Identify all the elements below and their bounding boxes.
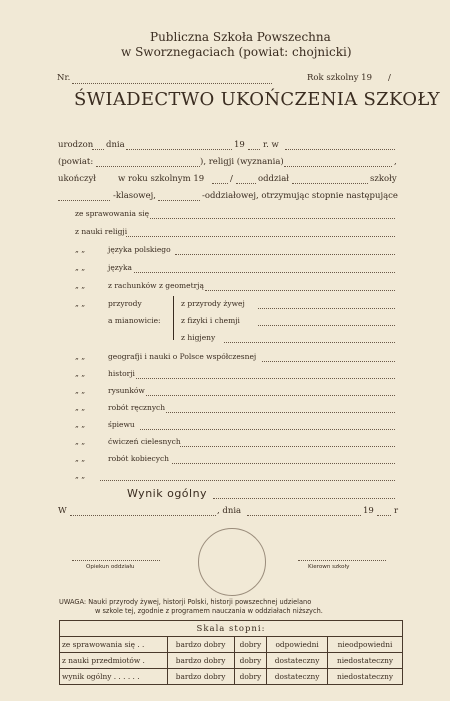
ditto-language: „ „ <box>75 263 86 272</box>
birth-year-label: 19 <box>234 140 245 150</box>
place-label: W <box>58 506 67 516</box>
grade-female-work-label: robót kobiecych <box>108 454 169 463</box>
ditto-extra: „ „ <box>75 471 86 480</box>
scale-cell: odpowiedni <box>267 637 328 653</box>
school-name-line2: w Sworznegaciach (powiat: chojnicki) <box>121 45 352 59</box>
place-line <box>70 515 216 516</box>
day-line <box>126 149 232 150</box>
tutor-signature-label: Opiekun oddziału <box>86 564 135 570</box>
ditto-geography: „ „ <box>75 352 86 361</box>
grade-singing-label: śpiewu <box>108 420 135 429</box>
grade-language-line <box>134 272 395 273</box>
grade-physics-chem-line <box>258 325 395 326</box>
department-line <box>292 183 368 184</box>
document-title: ŚWIADECTWO UKOŃCZENIA SZKOŁY <box>74 89 440 110</box>
grade-hygiene-line <box>224 342 395 343</box>
school-name-line1: Publiczna Szkoła Powszechna <box>150 30 331 44</box>
grade-religion-line <box>126 236 395 237</box>
date-label: , dnia <box>217 506 242 516</box>
religion-label: ), religji (wyznania) <box>200 157 284 167</box>
date-year-label: 19 <box>363 506 374 516</box>
ditto-handicraft: „ „ <box>75 403 86 412</box>
date-line <box>247 515 361 516</box>
table-row <box>60 669 403 685</box>
principal-signature-line <box>298 560 386 561</box>
religion-comma: , <box>394 157 397 167</box>
department-word: -oddziałowej, otrzymując stopnie następujące <box>202 191 398 201</box>
born-suffix-line <box>92 149 104 150</box>
grade-singing-line <box>140 429 395 430</box>
number-line <box>72 83 272 84</box>
number-label: Nr. <box>57 73 71 83</box>
grade-handicraft-line <box>166 412 395 413</box>
ditto-physical: „ „ <box>75 437 86 446</box>
seal-circle <box>198 528 266 596</box>
ditto-math: „ „ <box>75 281 86 290</box>
grade-geography-line <box>262 361 395 362</box>
ditto-singing: „ „ <box>75 420 86 429</box>
grade-history-line <box>136 378 395 379</box>
table-row <box>60 653 403 669</box>
overall-result-line <box>213 498 395 499</box>
county-label: (powiat: <box>58 157 94 167</box>
scale-cell: bardzo dobry <box>167 637 234 653</box>
grade-nature-living-label: z przyrody żywej <box>181 299 245 308</box>
county-line <box>96 166 200 167</box>
grade-physical-label: ćwiczeń cielesnych <box>108 437 181 446</box>
principal-signature-label: Kierown szkoły <box>308 564 350 570</box>
tutor-signature-line <box>72 560 160 561</box>
grade-drawing-line <box>146 395 395 396</box>
scale-cell: niedostateczny <box>328 653 403 669</box>
birth-place-label: r. w <box>263 140 279 150</box>
grade-history-label: historji <box>108 369 135 378</box>
scale-cell: niedostateczny <box>328 669 403 685</box>
ditto-female-work: „ „ <box>75 454 86 463</box>
scale-cell: dobry <box>234 653 267 669</box>
department-count-line <box>158 200 200 201</box>
grade-drawing-label: rysunków <box>108 386 145 395</box>
overall-result-label: Wynik ogólny <box>127 487 208 500</box>
grade-handicraft-label: robót ręcznych <box>108 403 166 412</box>
grade-scale-title: Skala stopni: <box>60 621 403 637</box>
grade-hygiene-label: z higjeny <box>181 333 216 342</box>
scale-cell: dobry <box>234 637 267 653</box>
completed-year-line <box>212 183 228 184</box>
school-year-label: Rok szkolny 19 <box>307 73 372 83</box>
scale-cell: nieodpowiedni <box>328 637 403 653</box>
grade-physics-chem-label: z fizyki i chemji <box>181 316 240 325</box>
scale-row-label: ze sprawowania się . . <box>60 637 168 653</box>
class-count-line <box>58 200 110 201</box>
grade-scale-header-row <box>60 621 403 637</box>
grade-nature-label: przyrody <box>108 299 142 308</box>
day-label: dnia <box>106 140 125 150</box>
ditto-polish: „ „ <box>75 245 86 254</box>
grade-math-label: z rachunków z geometrją <box>108 281 204 290</box>
grade-scale-table <box>59 620 403 685</box>
grade-math-line <box>205 290 395 291</box>
date-year-line <box>377 515 391 516</box>
scale-cell: dostateczny <box>267 653 328 669</box>
scale-row-label: wynik ogólny . . . . . . <box>60 669 168 685</box>
date-r-label: r <box>394 506 399 516</box>
born-label: urodzon <box>58 140 94 150</box>
grade-nature-sub-label: a mianowicie: <box>108 316 161 325</box>
religion-line <box>284 166 392 167</box>
grade-female-work-line <box>172 463 395 464</box>
note-line1: UWAGA: Nauki przyrody żywej, historji Polski, historji powszechnej udzielano <box>59 598 312 606</box>
scale-cell: dobry <box>234 669 267 685</box>
scale-row-label: z nauki przedmiotów . <box>60 653 168 669</box>
nature-bracket <box>173 296 178 340</box>
scale-cell: dostateczny <box>267 669 328 685</box>
scale-cell: bardzo dobry <box>167 653 234 669</box>
department-label: oddział <box>258 174 290 184</box>
grade-conduct-line <box>150 218 395 219</box>
in-year-label: w roku szkolnym 19 <box>118 174 205 184</box>
grade-nature-living-line <box>258 308 395 309</box>
completed-label: ukończył <box>58 174 97 184</box>
table-row <box>60 637 403 653</box>
note-line2: w szkole tej, zgodnie z programem nauczania w oddziałach niższych. <box>95 607 323 615</box>
grade-conduct-label: ze sprawowania się <box>75 209 150 218</box>
scale-cell: bardzo dobry <box>167 669 234 685</box>
ditto-drawing: „ „ <box>75 386 86 395</box>
grade-religion-label: z nauki religji <box>75 227 128 236</box>
grade-language-label: języka <box>108 263 132 272</box>
ditto-nature: „ „ <box>75 299 86 308</box>
birth-year-line <box>248 149 260 150</box>
grade-polish-line <box>175 254 395 255</box>
school-year-slash: / <box>388 73 391 83</box>
year-end-line <box>236 183 256 184</box>
grade-extra-line <box>100 480 395 481</box>
year-slash: / <box>230 174 233 184</box>
grade-geography-label: geografji i nauki o Polsce współczesnej <box>108 352 257 361</box>
school-word: szkoły <box>370 174 397 184</box>
class-label: -klasowej, <box>113 191 156 201</box>
ditto-history: „ „ <box>75 369 86 378</box>
birth-place-line <box>285 149 395 150</box>
grade-polish-label: języka polskiego <box>108 245 171 254</box>
grade-physical-line <box>180 446 395 447</box>
